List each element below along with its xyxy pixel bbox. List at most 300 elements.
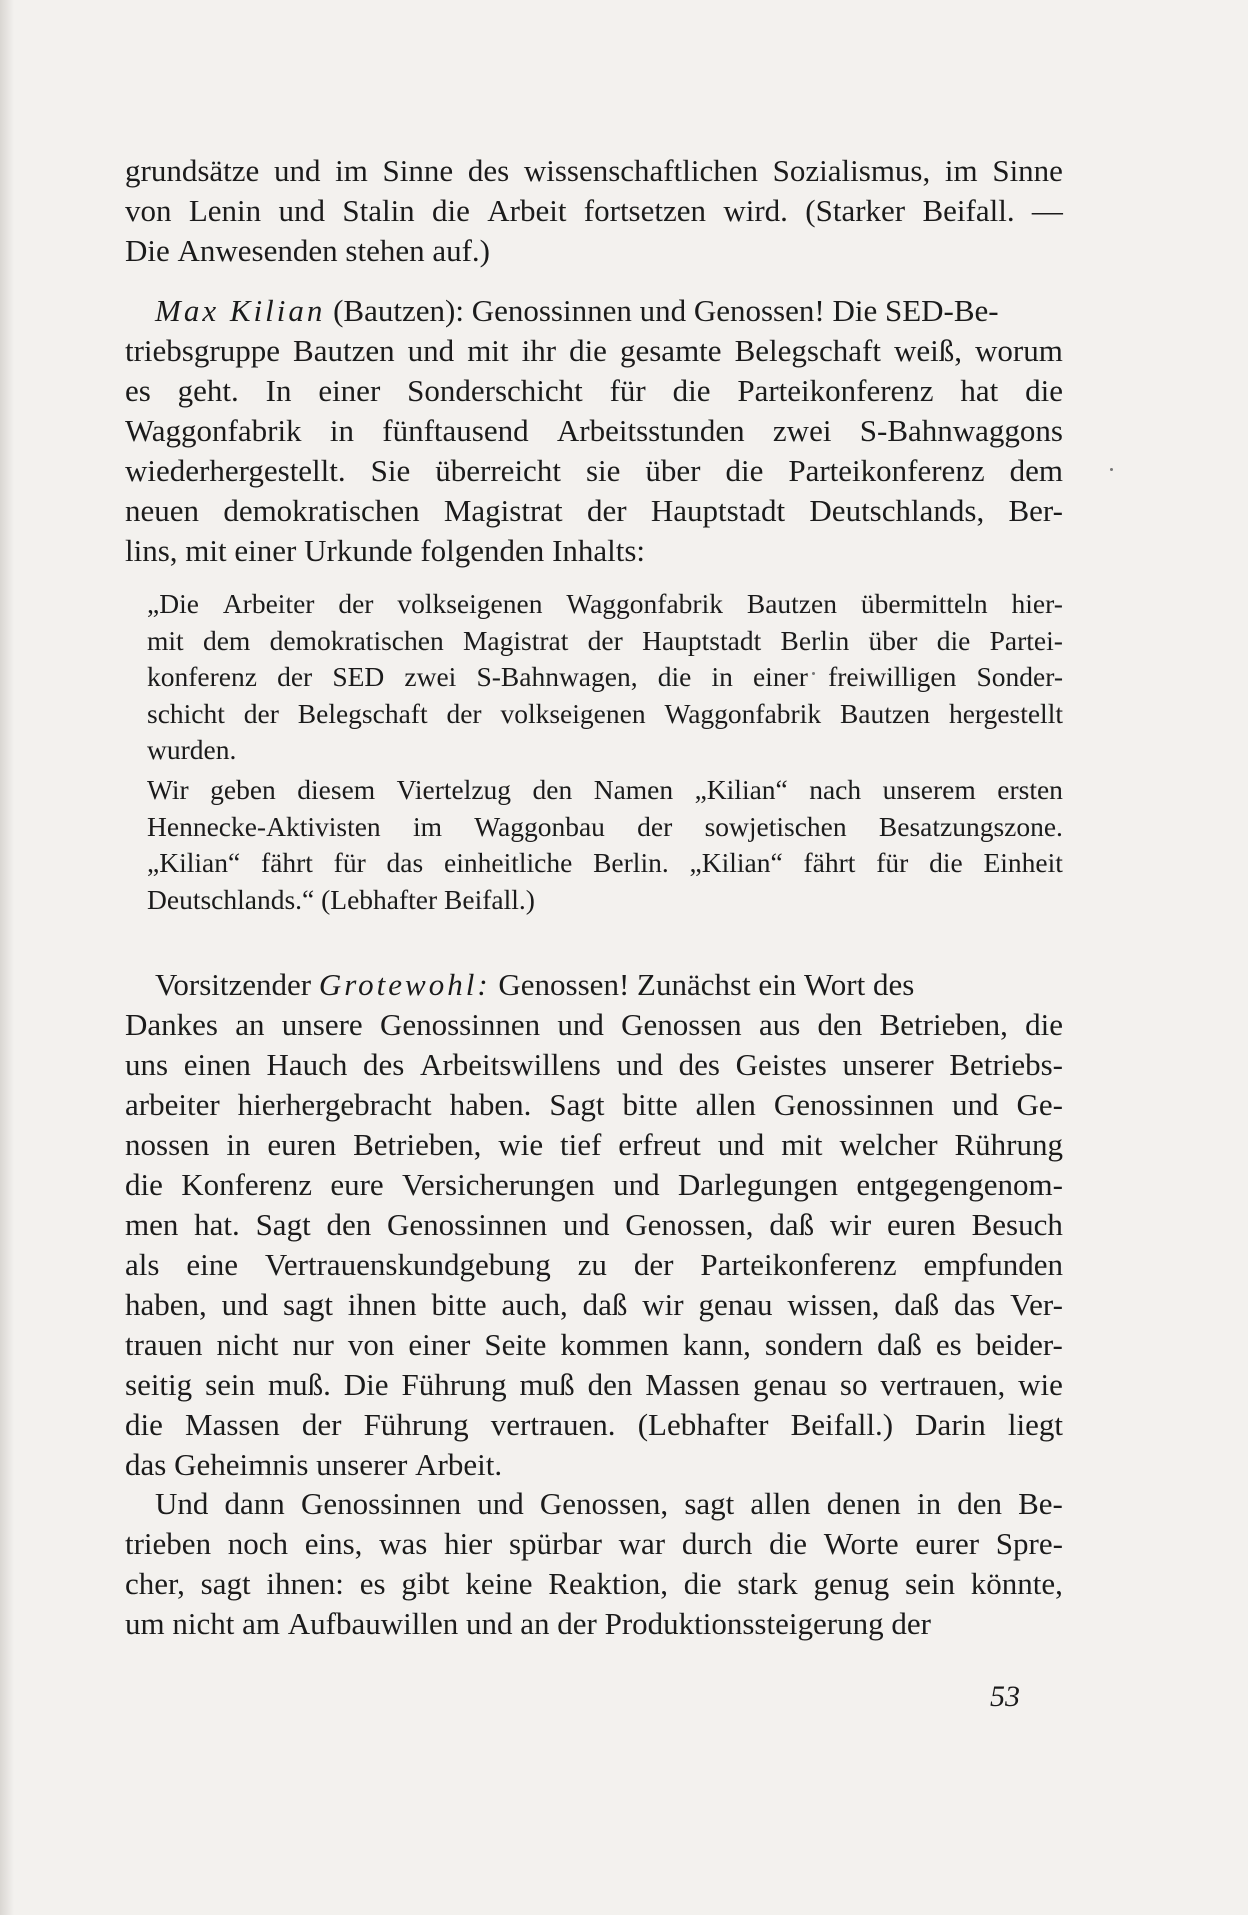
word: der bbox=[586, 493, 627, 528]
word: wir bbox=[829, 1207, 872, 1242]
word: mit bbox=[467, 333, 509, 368]
word: grundsätze bbox=[125, 153, 260, 188]
word: noch bbox=[227, 1526, 289, 1561]
text-line bbox=[125, 1524, 1063, 1564]
text-line bbox=[125, 1005, 1063, 1045]
word: der bbox=[633, 1247, 674, 1282]
word: Massen bbox=[645, 1367, 740, 1402]
word: nach bbox=[809, 774, 862, 805]
word: Sagt bbox=[255, 1207, 311, 1242]
text-line bbox=[125, 1564, 1063, 1604]
word: Darlegungen bbox=[677, 1167, 839, 1202]
word: der bbox=[243, 697, 279, 729]
word: (Lebhafter bbox=[637, 1407, 769, 1442]
word: Aufbauwillen bbox=[287, 1606, 459, 1641]
word: volkseigenen bbox=[500, 697, 646, 729]
word: spürbar bbox=[508, 1526, 602, 1561]
word: Darin bbox=[915, 1407, 986, 1442]
word: Magistrat bbox=[443, 493, 563, 528]
word: den bbox=[817, 1007, 863, 1042]
word: „Die bbox=[147, 588, 199, 619]
word: Und bbox=[155, 1486, 209, 1521]
word: dann bbox=[224, 1486, 285, 1521]
paragraph-continuation bbox=[125, 151, 1063, 271]
word: — bbox=[1031, 193, 1063, 228]
word: Zunächst bbox=[637, 967, 751, 1002]
quote-document-text bbox=[147, 586, 1063, 769]
word: hierhergebracht bbox=[237, 1087, 432, 1122]
word: war bbox=[618, 1526, 666, 1561]
text-line bbox=[125, 1604, 1063, 1644]
word: stark bbox=[737, 1566, 798, 1601]
word: der bbox=[891, 1606, 931, 1641]
word: der bbox=[446, 697, 482, 729]
word: fünftausend bbox=[382, 413, 529, 448]
speaker-name: Max Kilian bbox=[155, 293, 326, 328]
word: Deutschlands, bbox=[809, 493, 985, 528]
word: hat bbox=[960, 373, 999, 408]
word: den bbox=[957, 1486, 1002, 1521]
word: Sinne bbox=[382, 153, 454, 188]
word: erfreut bbox=[618, 1127, 701, 1162]
word: in bbox=[916, 1486, 942, 1521]
paper-speck bbox=[1110, 468, 1113, 471]
word: nicht bbox=[216, 1327, 279, 1362]
word: fährt bbox=[803, 847, 856, 878]
word: und bbox=[717, 1127, 765, 1162]
word: und bbox=[407, 333, 455, 368]
word: um bbox=[125, 1606, 165, 1641]
speaker-name: Grotewohl: bbox=[318, 967, 491, 1002]
word: Hauptstadt bbox=[642, 624, 762, 656]
word: allen bbox=[750, 1486, 811, 1521]
word: dem bbox=[202, 624, 251, 656]
word: Parteikonferenz bbox=[700, 1247, 897, 1282]
word: einer bbox=[234, 533, 297, 568]
word: ihr bbox=[521, 333, 557, 368]
word: Rührung bbox=[954, 1127, 1063, 1162]
word: des bbox=[678, 1047, 720, 1082]
text-line bbox=[125, 1484, 1063, 1524]
word: daß bbox=[877, 1327, 922, 1362]
word: die bbox=[1025, 373, 1063, 408]
word: Wir bbox=[147, 774, 189, 805]
word: Spre- bbox=[995, 1526, 1063, 1561]
text-line bbox=[125, 1165, 1063, 1205]
word: weiß, bbox=[893, 333, 962, 368]
word: eurer bbox=[915, 1526, 980, 1561]
word: Besatzungszone. bbox=[878, 810, 1063, 842]
word: Genossen! bbox=[498, 967, 630, 1002]
word: den bbox=[326, 1207, 372, 1242]
text-line bbox=[125, 371, 1063, 411]
word: Die bbox=[343, 1367, 389, 1402]
word: an bbox=[520, 1606, 550, 1641]
word: der bbox=[277, 661, 313, 692]
word: gibt bbox=[401, 1566, 450, 1601]
word: fortsetzen bbox=[583, 193, 707, 228]
word: daß bbox=[769, 1207, 815, 1242]
word: wiederhergestellt. bbox=[125, 453, 346, 488]
word: Die bbox=[832, 293, 878, 328]
text-line bbox=[125, 1405, 1063, 1445]
word: so bbox=[839, 1367, 868, 1402]
word: Genossinnen bbox=[387, 1207, 548, 1242]
word: Genossinnen bbox=[773, 1087, 935, 1122]
word: Genossen, bbox=[539, 1486, 669, 1521]
word: bitte bbox=[622, 1087, 678, 1122]
word: (Starker bbox=[805, 193, 906, 228]
word: trieben bbox=[125, 1526, 212, 1561]
word: nicht bbox=[172, 1606, 235, 1641]
word: kann, bbox=[682, 1327, 751, 1362]
paragraph-grotewohl-speech bbox=[125, 965, 1063, 1485]
word: Parteikonferenz bbox=[737, 373, 934, 408]
word: unsere bbox=[281, 1007, 363, 1042]
word: Konferenz bbox=[181, 1167, 312, 1202]
word: und bbox=[477, 1486, 524, 1521]
word: sein bbox=[205, 1367, 256, 1402]
text-line bbox=[147, 696, 1063, 733]
word: ihnen: bbox=[266, 1566, 344, 1601]
word: die bbox=[769, 1526, 808, 1561]
page-edge-shadow bbox=[0, 0, 14, 1915]
word: wurden. bbox=[147, 734, 237, 765]
word: die bbox=[683, 1566, 722, 1601]
word: in bbox=[226, 1127, 251, 1162]
text-line bbox=[125, 1085, 1063, 1125]
word: sie bbox=[585, 453, 621, 488]
word: ihnen bbox=[347, 1287, 417, 1322]
word: mit bbox=[147, 624, 184, 656]
word: übermitteln bbox=[860, 588, 988, 619]
word: daß bbox=[582, 1287, 628, 1322]
word: Genossinnen bbox=[471, 293, 632, 328]
word: konferenz bbox=[147, 661, 257, 692]
word: (Lebhafter bbox=[321, 883, 438, 915]
word: (Bautzen): bbox=[333, 293, 464, 328]
text-line bbox=[147, 623, 1063, 660]
word: hier- bbox=[1011, 588, 1063, 619]
text-line bbox=[125, 1045, 1063, 1085]
text-line bbox=[125, 291, 1063, 331]
word: Wort bbox=[804, 967, 866, 1002]
word: Lenin bbox=[188, 193, 262, 228]
word: und bbox=[273, 153, 321, 188]
word: Partei- bbox=[989, 624, 1063, 656]
word: am bbox=[242, 1606, 280, 1641]
word: Arbeitswillens bbox=[420, 1047, 601, 1082]
word: und bbox=[278, 193, 325, 228]
word: die bbox=[936, 624, 971, 656]
word: worum bbox=[975, 333, 1063, 368]
word: geht. bbox=[177, 373, 239, 408]
word: keine bbox=[465, 1566, 533, 1601]
word: „Kilian“ bbox=[694, 774, 788, 805]
word: Sagt bbox=[549, 1087, 605, 1122]
word: mit bbox=[781, 1127, 823, 1162]
word: beider- bbox=[975, 1327, 1063, 1362]
word: Genossen bbox=[621, 1007, 742, 1042]
text-line bbox=[125, 151, 1063, 191]
word: vertrauen. bbox=[490, 1407, 616, 1442]
word: SED-Be- bbox=[884, 293, 999, 328]
word: Be- bbox=[1018, 1486, 1063, 1521]
text-line bbox=[125, 1285, 1063, 1325]
word: Beifall.) bbox=[444, 883, 535, 915]
word: Betrieben, bbox=[353, 1127, 482, 1162]
word: der bbox=[637, 810, 673, 842]
word: unserer bbox=[316, 1447, 408, 1482]
word: die bbox=[929, 847, 963, 878]
word: des bbox=[467, 153, 510, 188]
text-line bbox=[147, 659, 1063, 696]
word: von bbox=[347, 1327, 395, 1362]
word: Hennecke-Aktivisten bbox=[147, 810, 381, 842]
word: volkseigenen bbox=[397, 588, 543, 619]
word: Sie bbox=[370, 453, 411, 488]
text-line bbox=[125, 191, 1063, 231]
word: liegt bbox=[1007, 1407, 1063, 1442]
word: der bbox=[587, 624, 623, 656]
word: an bbox=[235, 1007, 265, 1042]
word: über bbox=[868, 624, 918, 656]
word: Worte bbox=[823, 1526, 899, 1561]
word: einer bbox=[752, 661, 808, 692]
word: es bbox=[125, 373, 151, 408]
word: könnte, bbox=[970, 1566, 1063, 1601]
word: entgegengenom- bbox=[856, 1167, 1063, 1202]
word: Genossen, bbox=[625, 1207, 754, 1242]
word: euren bbox=[886, 1207, 956, 1242]
word: und bbox=[639, 293, 687, 328]
word: Belegschaft bbox=[734, 333, 881, 368]
word: Beifall.) bbox=[790, 1407, 894, 1442]
word: einer bbox=[318, 373, 381, 408]
word: nossen bbox=[125, 1127, 210, 1162]
text-line bbox=[147, 772, 1063, 809]
word: muß bbox=[519, 1367, 575, 1402]
word: auch, bbox=[501, 1287, 568, 1322]
word: Einheit bbox=[983, 847, 1063, 878]
word: Waggonfabrik bbox=[125, 413, 302, 448]
word: Ber- bbox=[1008, 493, 1063, 528]
word: daß bbox=[894, 1287, 940, 1322]
text-line bbox=[147, 882, 1063, 919]
word: Anwesenden bbox=[177, 233, 338, 268]
word: kommen bbox=[560, 1327, 669, 1362]
word: Reaktion, bbox=[548, 1566, 668, 1601]
word: Stalin bbox=[342, 193, 415, 228]
word: Genossinnen bbox=[379, 1007, 541, 1042]
word: Hauch bbox=[266, 1047, 348, 1082]
word: Vertrauenskundgebung bbox=[264, 1247, 551, 1282]
word: das bbox=[953, 1287, 996, 1322]
word: Sinne bbox=[992, 153, 1063, 188]
word: unserem bbox=[882, 774, 976, 805]
word: demokratischen bbox=[269, 624, 444, 656]
word: muß. bbox=[267, 1367, 331, 1402]
word: auf.) bbox=[432, 233, 490, 268]
word: schicht bbox=[147, 697, 225, 729]
word: Berlin. bbox=[593, 847, 669, 878]
word: Geistes bbox=[735, 1047, 827, 1082]
word: einheitliche bbox=[444, 847, 573, 878]
word: tief bbox=[560, 1127, 602, 1162]
word: „Kilian“ bbox=[147, 847, 241, 878]
word: sondern bbox=[764, 1327, 864, 1362]
word: durch bbox=[681, 1526, 753, 1561]
word: Sonder- bbox=[976, 661, 1063, 692]
text-line bbox=[125, 1445, 1063, 1485]
paper-speck bbox=[812, 672, 815, 675]
word: den bbox=[587, 1367, 633, 1402]
text-line bbox=[147, 809, 1063, 846]
word: fährt bbox=[260, 847, 313, 878]
word: Bautzen bbox=[839, 697, 931, 729]
word: unserer bbox=[842, 1047, 934, 1082]
word: Besuch bbox=[971, 1207, 1063, 1242]
word: für bbox=[876, 847, 909, 878]
word: vertrauen, bbox=[880, 1367, 1006, 1402]
word: das bbox=[386, 847, 424, 878]
quote-document-closing bbox=[147, 772, 1063, 918]
word: es bbox=[359, 1566, 386, 1601]
word: seitig bbox=[125, 1367, 193, 1402]
word: geben bbox=[210, 774, 276, 805]
text-line bbox=[125, 1245, 1063, 1285]
word: genug bbox=[813, 1566, 890, 1601]
word: bitte bbox=[431, 1287, 487, 1322]
word: über bbox=[645, 453, 701, 488]
word: denen bbox=[826, 1486, 901, 1521]
word: trauen bbox=[125, 1327, 203, 1362]
word: lins, bbox=[125, 533, 178, 568]
text-line bbox=[125, 491, 1063, 531]
word: genau bbox=[752, 1367, 827, 1402]
word: neuen bbox=[125, 493, 200, 528]
word: Sonderschicht bbox=[407, 373, 583, 408]
word: allen bbox=[695, 1087, 756, 1122]
word: Versicherungen bbox=[401, 1167, 595, 1202]
word: eine bbox=[186, 1247, 238, 1282]
word: Massen bbox=[185, 1407, 280, 1442]
word: das bbox=[125, 1447, 167, 1482]
word: Bautzen bbox=[293, 333, 395, 368]
word: hergestellt bbox=[948, 697, 1063, 729]
word: sagt bbox=[283, 1287, 333, 1322]
word: aus bbox=[758, 1007, 801, 1042]
word: Vorsitzender bbox=[155, 967, 312, 1002]
word: haben, bbox=[125, 1287, 207, 1322]
word: S-Bahnwagen, bbox=[476, 661, 638, 692]
text-line bbox=[125, 451, 1063, 491]
word: als bbox=[125, 1247, 160, 1282]
word: In bbox=[265, 373, 292, 408]
word: Betriebs- bbox=[949, 1047, 1063, 1082]
word: Sozialismus, bbox=[772, 153, 931, 188]
text-line bbox=[125, 531, 1063, 571]
word: Führung bbox=[401, 1367, 507, 1402]
word: von bbox=[125, 193, 172, 228]
word: Arbeiter bbox=[222, 588, 315, 619]
word: haben. bbox=[449, 1087, 532, 1122]
word: gesamte bbox=[619, 333, 722, 368]
word: stehen bbox=[345, 233, 425, 268]
word: uns bbox=[125, 1047, 169, 1082]
word: men bbox=[125, 1207, 179, 1242]
word: „Kilian“ bbox=[689, 847, 783, 878]
word: Genossinnen bbox=[300, 1486, 462, 1521]
word: Viertelzug bbox=[396, 774, 512, 805]
word: die bbox=[725, 453, 764, 488]
word: Parteikonferenz bbox=[788, 453, 985, 488]
word: es bbox=[935, 1327, 962, 1362]
word: die bbox=[657, 661, 692, 692]
text-line bbox=[125, 331, 1063, 371]
word: welcher bbox=[839, 1127, 938, 1162]
word: was bbox=[379, 1526, 428, 1561]
word: wissenschaftlichen bbox=[523, 153, 758, 188]
word: Berlin bbox=[780, 624, 850, 656]
word: arbeiter bbox=[125, 1087, 220, 1122]
word: Dankes bbox=[125, 1007, 218, 1042]
word: wird. bbox=[723, 193, 788, 228]
word: der bbox=[557, 1606, 597, 1641]
text-line bbox=[147, 586, 1063, 623]
word: mit bbox=[185, 533, 227, 568]
word: sein bbox=[905, 1566, 955, 1601]
word: demokratischen bbox=[223, 493, 420, 528]
word: und bbox=[557, 1007, 604, 1042]
word: ersten bbox=[997, 774, 1063, 805]
word: dem bbox=[1009, 453, 1063, 488]
word: Seite bbox=[484, 1327, 547, 1362]
word: Inhalts: bbox=[552, 533, 646, 568]
word: wie bbox=[1018, 1367, 1063, 1402]
word: einen bbox=[183, 1047, 251, 1082]
word: und bbox=[221, 1287, 269, 1322]
word: sowjetischen bbox=[704, 810, 847, 842]
word: im bbox=[412, 810, 442, 842]
word: und bbox=[613, 1167, 660, 1202]
word: triebsgruppe bbox=[125, 333, 280, 368]
word: Die bbox=[125, 233, 170, 268]
text-line bbox=[125, 231, 1063, 271]
word: euren bbox=[267, 1127, 337, 1162]
word: die bbox=[569, 333, 607, 368]
word: Führung bbox=[363, 1407, 469, 1442]
text-line bbox=[125, 1205, 1063, 1245]
word: der bbox=[301, 1407, 342, 1442]
word: Magistrat bbox=[462, 624, 569, 656]
word: Ver- bbox=[1010, 1287, 1063, 1322]
word: Bautzen bbox=[746, 588, 837, 619]
word: den bbox=[532, 774, 573, 805]
page-number: 53 bbox=[990, 1680, 1020, 1713]
word: und bbox=[465, 1606, 513, 1641]
word: die bbox=[125, 1407, 163, 1442]
word: Betrieben, bbox=[879, 1007, 1008, 1042]
word: zwei bbox=[772, 413, 832, 448]
word: Ge- bbox=[1016, 1087, 1063, 1122]
text-line bbox=[125, 1325, 1063, 1365]
word: im bbox=[944, 153, 978, 188]
text-line bbox=[125, 1365, 1063, 1405]
word: empfunden bbox=[923, 1247, 1063, 1282]
word: Genossen! bbox=[693, 293, 825, 328]
word: Geheimnis bbox=[174, 1447, 309, 1482]
